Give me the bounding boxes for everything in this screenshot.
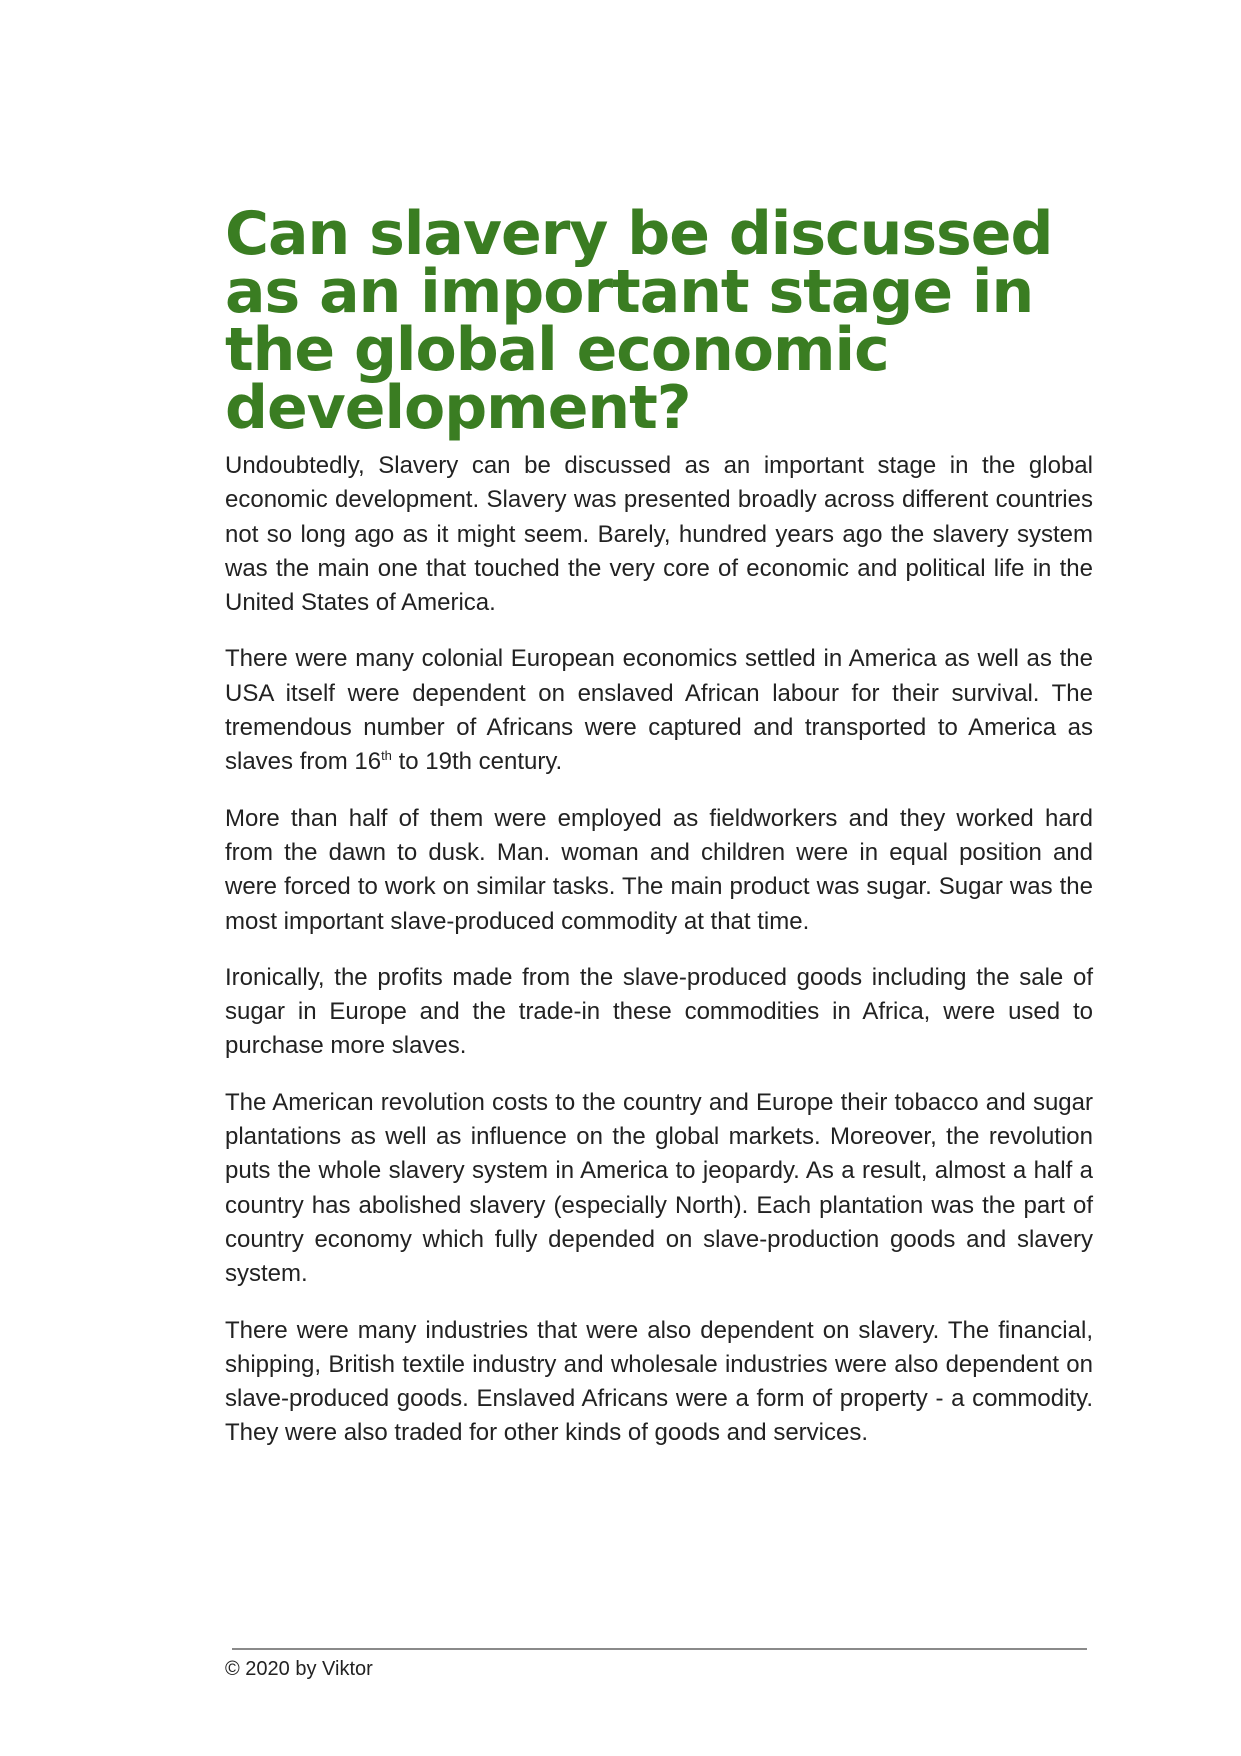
paragraph-3: More than half of them were employed as fieldworkers and they worked hard from the dawn to dusk. Man. woman and children were in equal position and were forced to work on similar tasks. The main product was sugar. Sugar was the most important slave-produced commodity at that time. bbox=[225, 804, 1093, 935]
paragraph-2-text-after: to 19th century. bbox=[391, 748, 563, 776]
footer-copyright: © 2020 by Viktor bbox=[225, 1658, 373, 1680]
paragraph-4: Ironically, the profits made from the slave-produced goods including the sale of sugar in Europe and the trade-in these commodities in Africa, were used to purchase more slaves. bbox=[225, 963, 1093, 1060]
paragraph-2-text-before: There were many colonial European economics settled in America as well as the USA itself were dependent on enslaved African labour for their survival. The tremendous number of Africans were captured and transported to America as slaves from 16 bbox=[225, 645, 1093, 776]
document-page bbox=[225, 199, 1093, 1473]
article-body bbox=[225, 449, 1093, 1451]
ordinal-suffix: th bbox=[381, 748, 392, 764]
paragraph-6: There were many industries that were also dependent on slavery. The financial, shipping, British textile industry and wholesale industries were also dependent on slave-produced goods. Enslaved Africans were a form of property - a commodity. They were also traded for other kinds of goods and services. bbox=[225, 1316, 1093, 1447]
paragraph-5: The American revolution costs to the country and Europe their tobacco and sugar plantations as well as influence on the global markets. Moreover, the revolution puts the whole slavery system in America to jeopardy. As a result, almost a half a country has abolished slavery (especially North). Each plantation was the part of country economy which fully depended on slave-production goods and slavery system. bbox=[225, 1088, 1093, 1288]
paragraph-2 bbox=[225, 642, 1093, 779]
paragraph-1: Undoubtedly, Slavery can be discussed as an important stage in the global economic development. Slavery was presented broadly across different countries not so long ago as it might seem. Barely, hundred years ago the slavery system was the main one that touched the very core of economic and political life in the United States of America. bbox=[225, 452, 1093, 617]
footer-divider bbox=[232, 1648, 1087, 1650]
page-title: Can slavery be discussed as an important stage in the global economic development? bbox=[225, 199, 1053, 443]
